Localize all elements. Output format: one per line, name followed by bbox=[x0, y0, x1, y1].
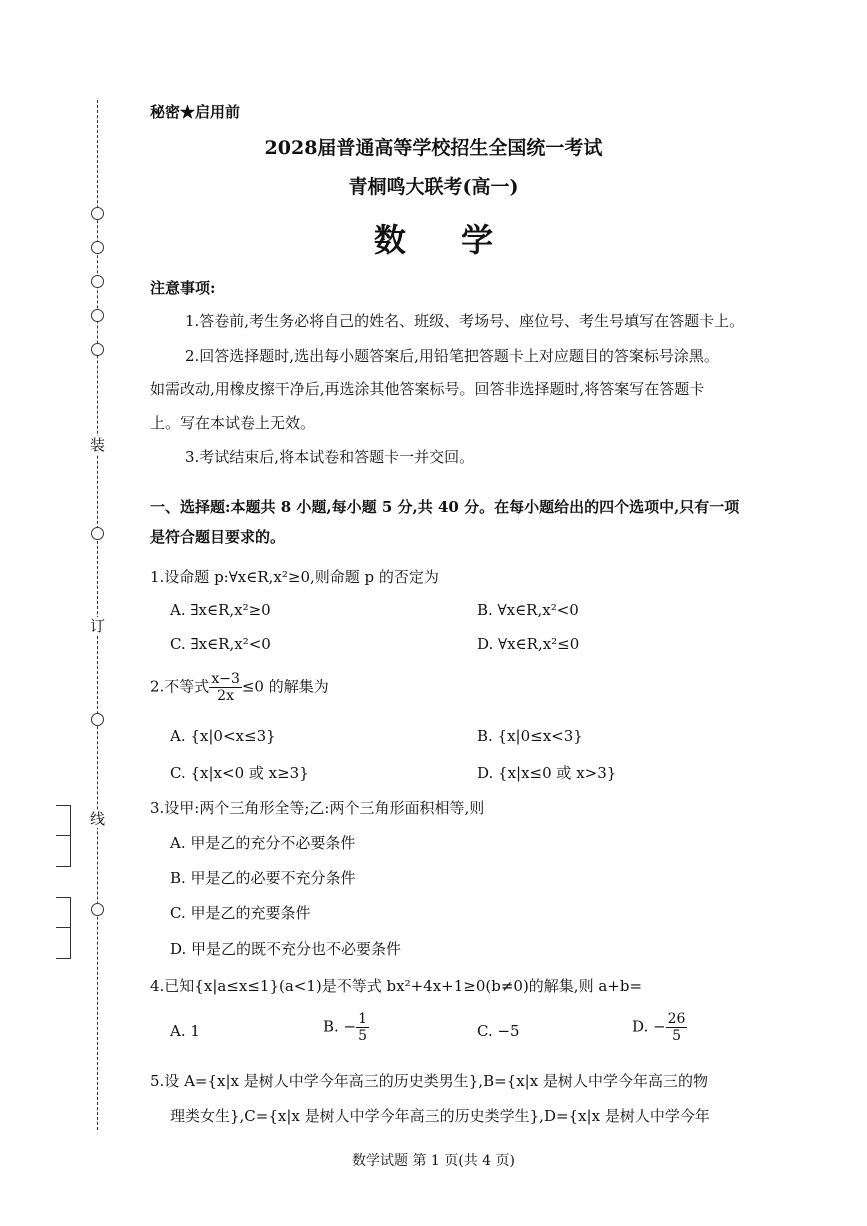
binding-hole-circle bbox=[91, 343, 104, 356]
question-2-suffix: ≤0 的解集为 bbox=[241, 677, 329, 696]
question-2-option-b: B. {x|0≤x<3} bbox=[477, 727, 583, 745]
note-item-3: 3.考试结束后,将本试卷和答题卡一并交回。 bbox=[185, 448, 475, 466]
note-item-1: 1.答卷前,考生务必将自己的姓名、班级、考场号、座位号、考生号填写在答题卡上。 bbox=[185, 312, 745, 330]
binding-label-ding: 订 bbox=[90, 617, 106, 635]
question-3-stem: 3.设甲:两个三角形全等;乙:两个三角形面积相等,则 bbox=[150, 799, 485, 817]
option-d-fraction bbox=[666, 1011, 688, 1044]
binding-hole-circle bbox=[91, 713, 104, 726]
notes-heading: 注意事项: bbox=[150, 279, 216, 297]
question-5-stem: 5.设 A={x|x 是树人中学今年高三的历史类男生},B={x|x 是树人中学今年高三的物 bbox=[150, 1072, 708, 1090]
fraction-numerator: 26 bbox=[667, 1011, 686, 1027]
question-3-option-b: B. 甲是乙的必要不充分条件 bbox=[170, 869, 356, 887]
question-1-option-b: B. ∀x∈R,x²<0 bbox=[477, 601, 579, 619]
fraction-denominator: 2x bbox=[217, 688, 234, 704]
question-1-stem: 1.设命题 p:∀x∈R,x²≥0,则命题 p 的否定为 bbox=[150, 568, 439, 586]
option-b-prefix: B. − bbox=[323, 1017, 357, 1036]
question-2-option-a: A. {x|0<x≤3} bbox=[170, 727, 276, 745]
note-item-2-cont: 如需改动,用橡皮擦干净后,再选涂其他答案标号。回答非选择题时,将答案写在答题卡 bbox=[150, 380, 705, 398]
question-3-option-a: A. 甲是乙的充分不必要条件 bbox=[170, 834, 356, 852]
note-item-2-cont: 上。写在本试卷上无效。 bbox=[150, 414, 316, 432]
section-heading-line: 一、选择题:本题共 8 小题,每小题 5 分,共 40 分。在每小题给出的四个选项中,只有一项 bbox=[150, 498, 740, 516]
question-2-option-d: D. {x|x≤0 或 x>3} bbox=[477, 764, 617, 782]
question-3-option-d: D. 甲是乙的既不充分也不必要条件 bbox=[170, 940, 402, 958]
binding-hole-circle bbox=[91, 275, 104, 288]
binding-bracket-tick bbox=[56, 835, 70, 836]
question-4-option-b bbox=[323, 1011, 369, 1044]
binding-label-xian: 线 bbox=[90, 810, 106, 828]
page-footer: 数学试题 第 1 页(共 4 页) bbox=[352, 1153, 515, 1169]
confidential-mark: 秘密★启用前 bbox=[150, 103, 241, 121]
question-4-option-a: A. 1 bbox=[170, 1022, 200, 1040]
question-2-stem bbox=[150, 671, 329, 704]
subject-title: 数 学 bbox=[373, 221, 516, 259]
binding-hole-circle bbox=[91, 903, 104, 916]
question-4-option-d bbox=[632, 1011, 687, 1044]
section-heading-line: 是符合题目要求的。 bbox=[150, 528, 286, 546]
binding-hole-circle bbox=[91, 527, 104, 540]
exam-title: 2028届普通高等学校招生全国统一考试 bbox=[264, 137, 603, 159]
note-item-2: 2.回答选择题时,选出每小题答案后,用铅笔把答题卡上对应题目的答案标号涂黑。 bbox=[185, 347, 719, 365]
question-3-option-c: C. 甲是乙的充要条件 bbox=[170, 904, 311, 922]
binding-label-zhuang: 装 bbox=[90, 436, 106, 454]
binding-bracket bbox=[56, 805, 71, 867]
binding-hole-circle bbox=[91, 309, 104, 322]
fraction-denominator: 5 bbox=[358, 1028, 368, 1044]
option-d-prefix: D. − bbox=[632, 1017, 666, 1036]
exam-subtitle: 青桐鸣大联考(高一) bbox=[348, 176, 519, 198]
question-1-option-c: C. ∃x∈R,x²<0 bbox=[170, 635, 271, 653]
option-b-fraction bbox=[356, 1011, 369, 1044]
binding-bracket-tick bbox=[56, 927, 70, 928]
fraction-numerator: 1 bbox=[358, 1011, 368, 1027]
question-1-option-a: A. ∃x∈R,x²≥0 bbox=[170, 601, 271, 619]
binding-bracket bbox=[56, 897, 71, 959]
question-4-stem: 4.已知{x|a≤x≤1}(a<1)是不等式 bx²+4x+1≥0(b≠0)的解集,则 a+b= bbox=[150, 977, 643, 995]
question-2-prefix: 2.不等式 bbox=[150, 677, 210, 696]
question-4-option-c: C. −5 bbox=[477, 1022, 520, 1040]
question-2-option-c: C. {x|x<0 或 x≥3} bbox=[170, 764, 309, 782]
section-heading bbox=[150, 492, 810, 552]
fraction-denominator: 5 bbox=[672, 1028, 681, 1044]
fraction-numerator: x−3 bbox=[211, 671, 240, 687]
question-2-fraction bbox=[209, 671, 242, 704]
question-1-option-d: D. ∀x∈R,x²≤0 bbox=[477, 635, 580, 653]
question-5-stem-cont: 理类女生},C={x|x 是树人中学今年高三的历史类学生},D={x|x 是树人中学今年 bbox=[170, 1107, 710, 1125]
